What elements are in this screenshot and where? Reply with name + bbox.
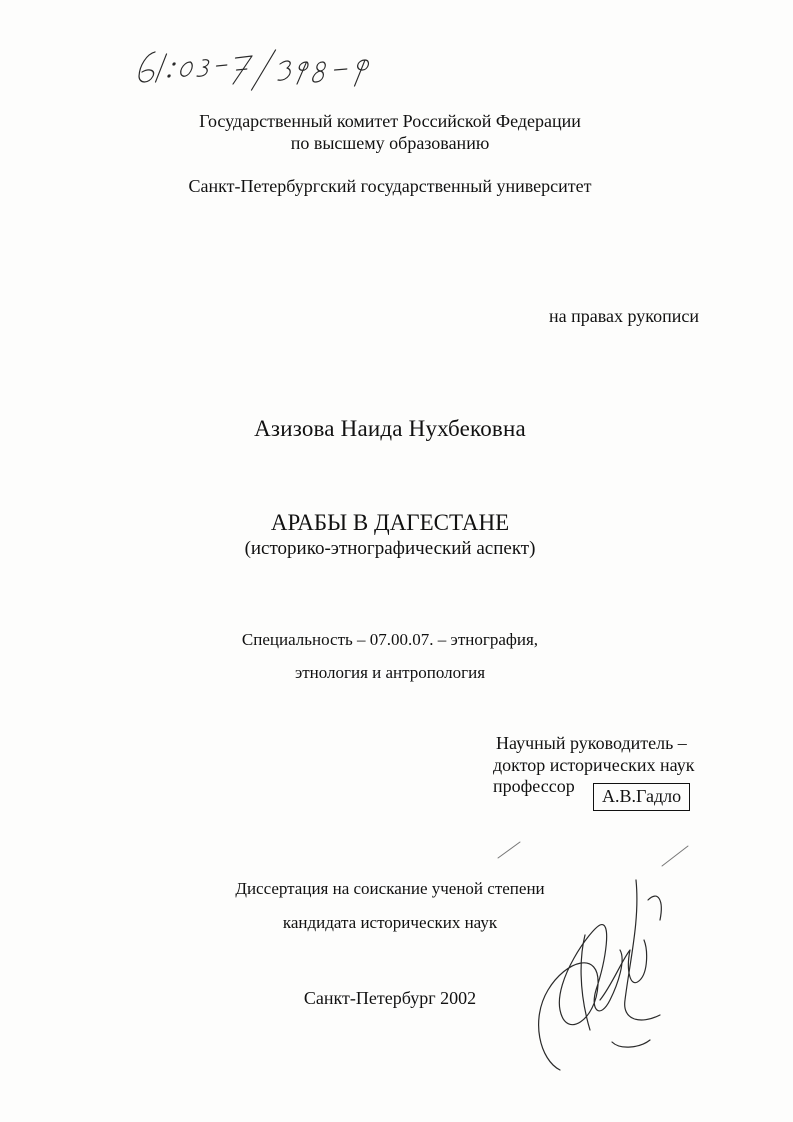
stray-mark: [498, 842, 520, 858]
handwritten-code-scribble: [135, 50, 372, 90]
organization-line-1: Государственный комитет Российской Федерации: [199, 111, 581, 131]
dissertation-subtitle: (историко-этнографический аспект): [244, 538, 536, 559]
university-name: Санкт-Петербургский государственный университет: [188, 176, 592, 196]
place-and-year: Санкт-Петербург 2002: [303, 988, 477, 1008]
organization-line-2: по высшему образованию: [290, 133, 490, 153]
stray-mark: [662, 846, 688, 866]
specialty-line-2: этнология и антропология: [294, 663, 486, 682]
degree-line-2: кандидата исторических наук: [282, 913, 498, 932]
advisor-degree: доктор исторических наук: [493, 755, 695, 775]
advisor-title: профессор: [493, 776, 575, 796]
signature-scribble: [539, 880, 662, 1070]
dissertation-title: АРАБЫ В ДАГЕСТАНЕ: [270, 510, 510, 535]
author-name: Азизова Наида Нухбековна: [254, 416, 526, 441]
advisor-name-box: А.В.Гадло: [593, 783, 690, 811]
manuscript-rights-note: на правах рукописи: [549, 306, 699, 326]
advisor-role: Научный руководитель –: [496, 733, 687, 753]
specialty-line-1: Специальность – 07.00.07. – этнография,: [241, 630, 539, 649]
degree-line-1: Диссертация на соискание ученой степени: [235, 879, 545, 898]
